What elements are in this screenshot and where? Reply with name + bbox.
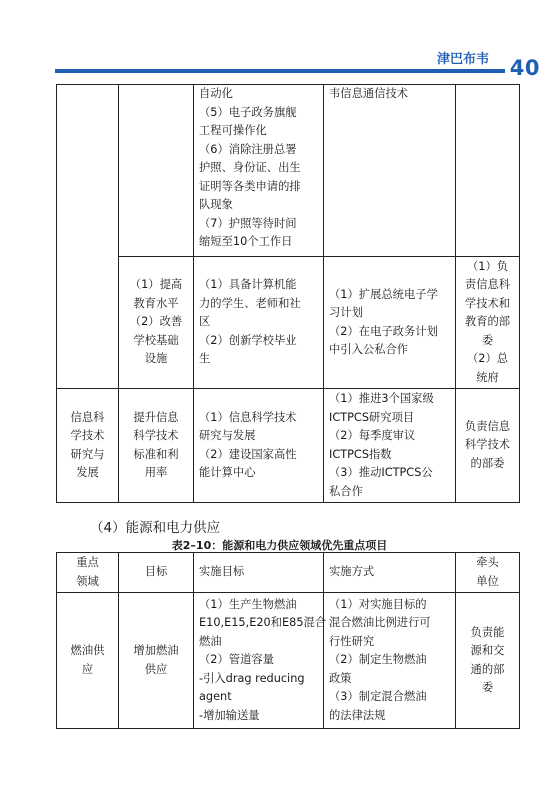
cell-text-line: （2）在电子政务计划 [329, 324, 438, 338]
cell-text-line: 供应 [144, 662, 168, 676]
cell-text-line: 负责能 [470, 625, 505, 639]
cell-text-line: （5）电子政务旗舰 [199, 105, 297, 119]
cell-text-line: 力的学生、老师和社 [199, 296, 301, 310]
cell-text-line: 的部委 [470, 456, 505, 470]
cell-text-line: 牵头 [476, 556, 499, 569]
cell-text-line: 习计划 [329, 306, 363, 319]
cell-text-line: （2）改善 [129, 315, 183, 329]
cell-text-line: 单位 [476, 574, 499, 588]
cell-text-line: 研究与 [70, 447, 105, 461]
header-goals: 实施目标 [194, 553, 324, 593]
area-cell [57, 85, 119, 389]
running-header-title: 津巴布韦 [436, 52, 489, 67]
cell-text-line: 混合燃油比例进行可 [329, 616, 431, 630]
cell-text-line: 教育的部 [464, 315, 511, 329]
cell-text-line: 自动化 [199, 87, 233, 100]
objective-cell [119, 389, 194, 503]
cell-text-line: （2）总 [466, 352, 509, 366]
cell-text-line: （1）生产生物燃油 [199, 597, 297, 611]
cell-text-line: （6）消除注册总署 [199, 142, 297, 156]
lead-cell [456, 257, 520, 389]
table-caption: 表2–10：能源和电力供应领域优先重点项目 [171, 539, 388, 552]
cell-text-line: -增加输送量 [199, 708, 260, 722]
cell-text-line: 通的部 [470, 662, 505, 676]
cell-text-line: 证明等各类申请的排 [199, 179, 301, 193]
methods-cell [324, 85, 456, 257]
cell-text-line: 委 [481, 333, 494, 347]
cell-text-line: （1）扩展总统电子学 [329, 287, 438, 301]
cell-text-line: 学技术 [70, 429, 105, 442]
cell-text-line: （1）提高 [129, 278, 183, 292]
table-row [57, 85, 520, 257]
cell-text-line: 行性研究 [329, 634, 375, 648]
lead-cell [456, 593, 520, 729]
lead-cell [456, 389, 520, 503]
cell-text-line: 生 [199, 352, 211, 366]
cell-text-line: 应 [81, 662, 94, 676]
page-number: 40 [509, 56, 540, 80]
cell-text-line: ICTPCS指数 [329, 447, 392, 461]
objective-cell [119, 257, 194, 389]
cell-text-line: （2）制定生物燃油 [329, 653, 427, 667]
cell-text-line: 缩短至10个工作日 [199, 235, 293, 248]
cell-text-line: 的法律法规 [329, 708, 386, 722]
cell-text-line: 重点 [76, 556, 99, 569]
header-objective: 目标 [119, 553, 194, 593]
cell-text-line: （3）制定混合燃油 [329, 690, 427, 704]
cell-text-line: E10,E15,E20和E85混合 [199, 616, 327, 630]
cell-text-line: 源和交 [470, 644, 505, 657]
section-heading: （4）能源和电力供应 [90, 520, 221, 536]
cell-text-line: （1）信息科学技术 [199, 410, 297, 424]
cell-text-line: 能计算中心 [199, 466, 256, 479]
cell-text-line: 燃油供 [70, 644, 105, 657]
header-area [57, 553, 119, 593]
cell-text-line: （2）管道容量 [199, 653, 274, 667]
cell-text-line: （7）护照等待时间 [199, 216, 297, 230]
methods-cell [324, 257, 456, 389]
cell-text-line: 学校基础 [133, 333, 179, 347]
objective-cell [119, 85, 194, 257]
cell-text-line: 队现象 [199, 198, 233, 211]
cell-text-line: 领域 [76, 574, 99, 588]
objective-cell [119, 593, 194, 729]
cell-text-line: 区 [199, 315, 211, 329]
cell-text-line: 学技术和 [464, 296, 511, 310]
header-lead [456, 553, 520, 593]
cell-text-line: -引入drag reducing [199, 671, 305, 685]
cell-text-line: （1）具备计算机能 [199, 278, 297, 292]
cell-text-line: 委 [481, 681, 494, 694]
header-methods: 实施方式 [324, 553, 456, 593]
cell-text-line: （2）建设国家高性 [199, 447, 297, 461]
goals-cell [194, 85, 324, 257]
cell-text-line: 用率 [144, 466, 168, 479]
cell-text-line: 发展 [76, 466, 99, 479]
cell-text-line: （2）创新学校毕业 [199, 333, 297, 347]
cell-text-line: （3）推动ICTPCS公 [329, 466, 433, 479]
cell-text-line: 政策 [329, 671, 352, 685]
methods-cell [324, 389, 456, 503]
cell-text-line: 负责信息 [464, 419, 511, 433]
table-row [57, 389, 520, 503]
methods-cell [324, 593, 456, 729]
cell-text-line: 设施 [144, 352, 168, 366]
lead-cell [456, 85, 520, 257]
cell-text-line: 增加燃油 [133, 644, 179, 657]
cell-text-line: 科学技术 [133, 429, 179, 442]
cell-text-line: （1）对实施目标的 [329, 597, 427, 611]
area-cell [57, 389, 119, 503]
cell-text-line: 工程可操作化 [199, 124, 267, 137]
cell-text-line: 责信息科 [464, 278, 511, 292]
cell-text-line: 私合作 [329, 484, 363, 498]
cell-text-line: 信息科 [70, 410, 105, 424]
table-row [57, 593, 520, 729]
energy-priority-table [56, 552, 520, 729]
cell-text-line: agent [199, 690, 232, 704]
cell-text-line: 韦信息通信技术 [329, 87, 409, 100]
area-cell [57, 593, 119, 729]
table-row [57, 257, 520, 389]
cell-text-line: 统府 [476, 370, 499, 384]
cell-text-line: （1）推进3个国家级 [329, 392, 434, 405]
cell-text-line: 护照、身份证、出生 [199, 161, 301, 174]
cell-text-line: ICTPCS研究项目 [329, 410, 415, 424]
header-rule [55, 69, 505, 73]
cell-text-line: 教育水平 [133, 296, 179, 310]
cell-text-line: 提升信息 [133, 410, 179, 424]
cell-text-line: 中引入公私合作 [329, 343, 409, 356]
goals-cell [194, 593, 327, 729]
table-header-row [57, 553, 520, 593]
cell-text-line: 标准和利 [133, 447, 179, 461]
goals-cell [194, 389, 324, 503]
priority-table-continued [56, 84, 520, 503]
cell-text-line: 燃油 [199, 634, 222, 648]
cell-text-line: （1）负 [466, 259, 509, 273]
cell-text-line: 研究与发展 [199, 429, 256, 442]
goals-cell [194, 257, 324, 389]
cell-text-line: （2）每季度审议 [329, 429, 416, 442]
cell-text-line: 科学技术 [464, 438, 511, 452]
